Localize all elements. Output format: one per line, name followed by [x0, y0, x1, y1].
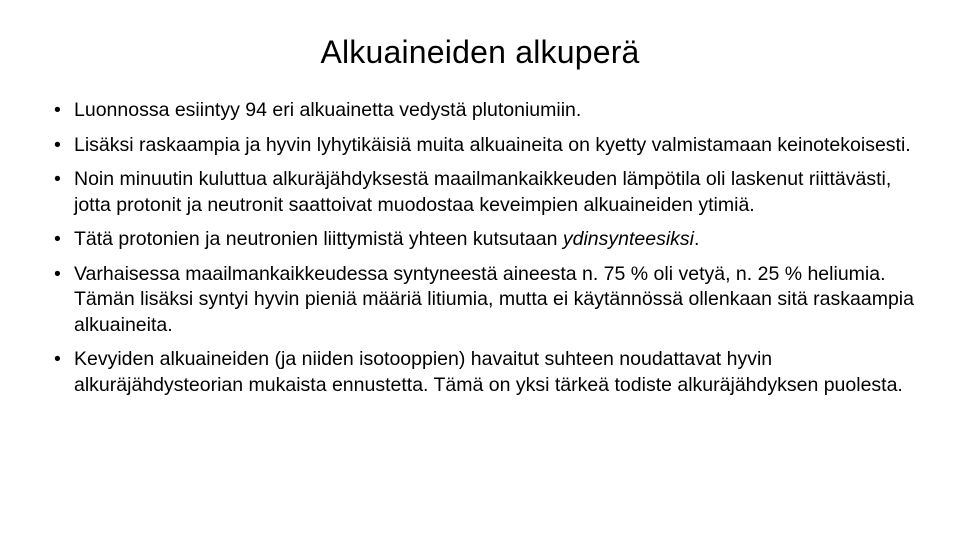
bullet-text: Luonnossa esiintyy 94 eri alkuainetta vedystä plutoniumiin.: [74, 99, 582, 121]
bullet-icon: •: [54, 133, 61, 156]
bullet-icon: •: [54, 228, 61, 250]
bullet-text-after: .: [694, 228, 700, 250]
bullet-item: [54, 227, 914, 253]
bullet-item: [54, 98, 914, 124]
bullet-text: [74, 228, 699, 250]
bullet-icon: •: [54, 348, 61, 370]
bullet-icon: •: [54, 99, 61, 121]
bullet-icon: •: [54, 262, 61, 285]
bullet-item: [54, 167, 914, 218]
bullet-text: Noin minuutin kuluttua alkuräjähdyksestä maailmankaikkeuden lämpötila oli laskenut riittävästi, jotta protonit ja neutronit saattoivat muodostaa keveimpien alkuaineiden ytimiä.: [74, 168, 892, 216]
bullet-item: [54, 347, 914, 398]
bullet-list: [54, 98, 914, 407]
bullet-item: [54, 262, 914, 339]
bullet-item: [54, 133, 914, 159]
bullet-text: Lisäksi raskaampia ja hyvin lyhytikäisiä muita alkuaineita on kyetty valmistamaan keinotekoisesti.: [74, 133, 911, 156]
bullet-text: Varhaisessa maailmankaikkeudessa syntyneestä aineesta n. 75 % oli vetyä, n. 25 % heliumia. Tämän lisäksi syntyi hyvin pieniä määriä litiumia, mutta ei käytännössä ollenkaan sitä raskaampia alkuaineita.: [74, 262, 914, 336]
bullet-text-emphasis: ydinsynteesiksi: [562, 228, 695, 250]
bullet-text-before: Tätä protonien ja neutronien liittymistä yhteen kutsutaan: [74, 228, 563, 250]
slide-title: Alkuaineiden alkuperä: [320, 34, 640, 70]
bullet-text: Kevyiden alkuaineiden (ja niiden isotooppien) havaitut suhteen noudattavat hyvin alkuräjähdysteorian mukaista ennustetta. Tämä on yksi tärkeä todiste alkuräjähdyksen puolesta.: [74, 348, 903, 396]
bullet-icon: •: [54, 168, 61, 190]
